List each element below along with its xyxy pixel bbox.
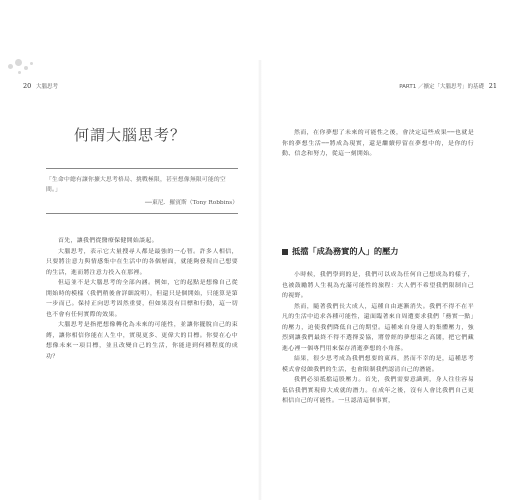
section-heading-text: 抵擋「成為務實的人」的壓力 — [292, 246, 399, 256]
left-page-number: 20 — [23, 82, 32, 90]
left-header-title: 大腦思考 — [36, 84, 59, 90]
paragraph: 然而，隨著我們長大成人，這種自由逐漸消失。我們不得不在平凡的生活中追求各種可能性，還面臨著來自周遭要求我們「務實一點」的壓力，迫使我們降低自己的期望。這種來自身邊人的集體壓力，強烈到讓我們最終不得不選擇妥協，將曾經的夢想束之高閣，把它們藏進心裡一個專門用來保存消逝夢想的小角落。 — [282, 303, 474, 352]
paragraph: 小時候，我們學到的是，我們可以成為任何自己想成為的樣子，也被鼓勵將人生視為充滿可能性的旅程：大人們不希望我們限制自己的視野。 — [282, 272, 474, 299]
decorative-dot — [18, 71, 21, 74]
right-page-number: 21 — [488, 82, 497, 90]
paragraph: 首先，讓我們從醫療保健開始談起。 — [58, 238, 158, 244]
epigraph-bottom-rule — [46, 213, 238, 214]
paragraph: 大腦思考是指把想像轉化為未來的可能性，並讓你擺脫自己的束縛，讓你相信你能在人生中，實現更多、更偉大的目標。你要在心中想像未來一項目標，並且改變自己的生活，你能達到何種程度的成功？ — [46, 322, 238, 360]
square-bullet-icon — [282, 249, 288, 255]
epigraph-top-rule — [46, 168, 238, 169]
decorative-dot — [8, 64, 13, 69]
paragraph: 結果，很少思考成為我們想要的東西，然而不幸的是，這種思考模式會侵蝕我們的生活，也會限制我們認清自己的潛能。 — [282, 356, 474, 373]
left-running-header — [20, 82, 58, 90]
right-header-title: ／擴定「大腦思考」的基礎 — [417, 84, 484, 90]
left-body-text — [46, 236, 238, 362]
paragraph: 我們必須抵擋這股壓力。首先，我們需要意識到，身人往往容易低估我們實現偉大成就的潛力。在成年之後，沒有人會比我們自己更相信自己的可能性。一旦認清這個事實， — [282, 377, 474, 404]
epigraph-text: 「生命中總有讓你擴大思考格局、挑戰極限，甚至想像無限可能的空間。」 — [46, 177, 226, 193]
paragraph: 然而，在你夢想了未來的可能性之後，會決定這些成果──也就是你的夢想生活──將成為現實，還是繼續停留在夢想中的，是你的行動、信念和努力，從這一刻開始。 — [282, 130, 474, 157]
section-heading — [282, 246, 398, 257]
decorative-dot — [15, 59, 22, 66]
right-header-part: PART1 — [399, 84, 417, 90]
decorative-dot — [24, 66, 28, 70]
decorative-dot — [30, 62, 33, 65]
paragraph: 大腦思考，表示它大量搜尋人都是最強的一心智。許多人相信，只要將注意力與情感集中在生活中的各個層面，就能夠發現自己想要的生活，進而將注意力投入在那裡。 — [46, 248, 238, 276]
paragraph: 但這並不是大腦思考的全部內涵。例如，它的起點是想像自己從開始時的模樣（我們稍後會詳細說明），但還只是個開始，只能算是第一步而已。保持正向思考固然重要，但如果沒有目標和行動，這一切也不會有任何實際的效果。 — [46, 280, 238, 318]
chapter-title: 何謂大腦思考？ — [73, 126, 186, 144]
epigraph-attribution: ──東尼．羅賓斯（Tony Robbins） — [145, 200, 238, 206]
right-intro-text — [282, 128, 474, 160]
decorative-dots — [6, 54, 46, 84]
epigraph — [46, 168, 238, 214]
right-body-text — [282, 270, 474, 407]
right-running-header — [399, 82, 500, 90]
